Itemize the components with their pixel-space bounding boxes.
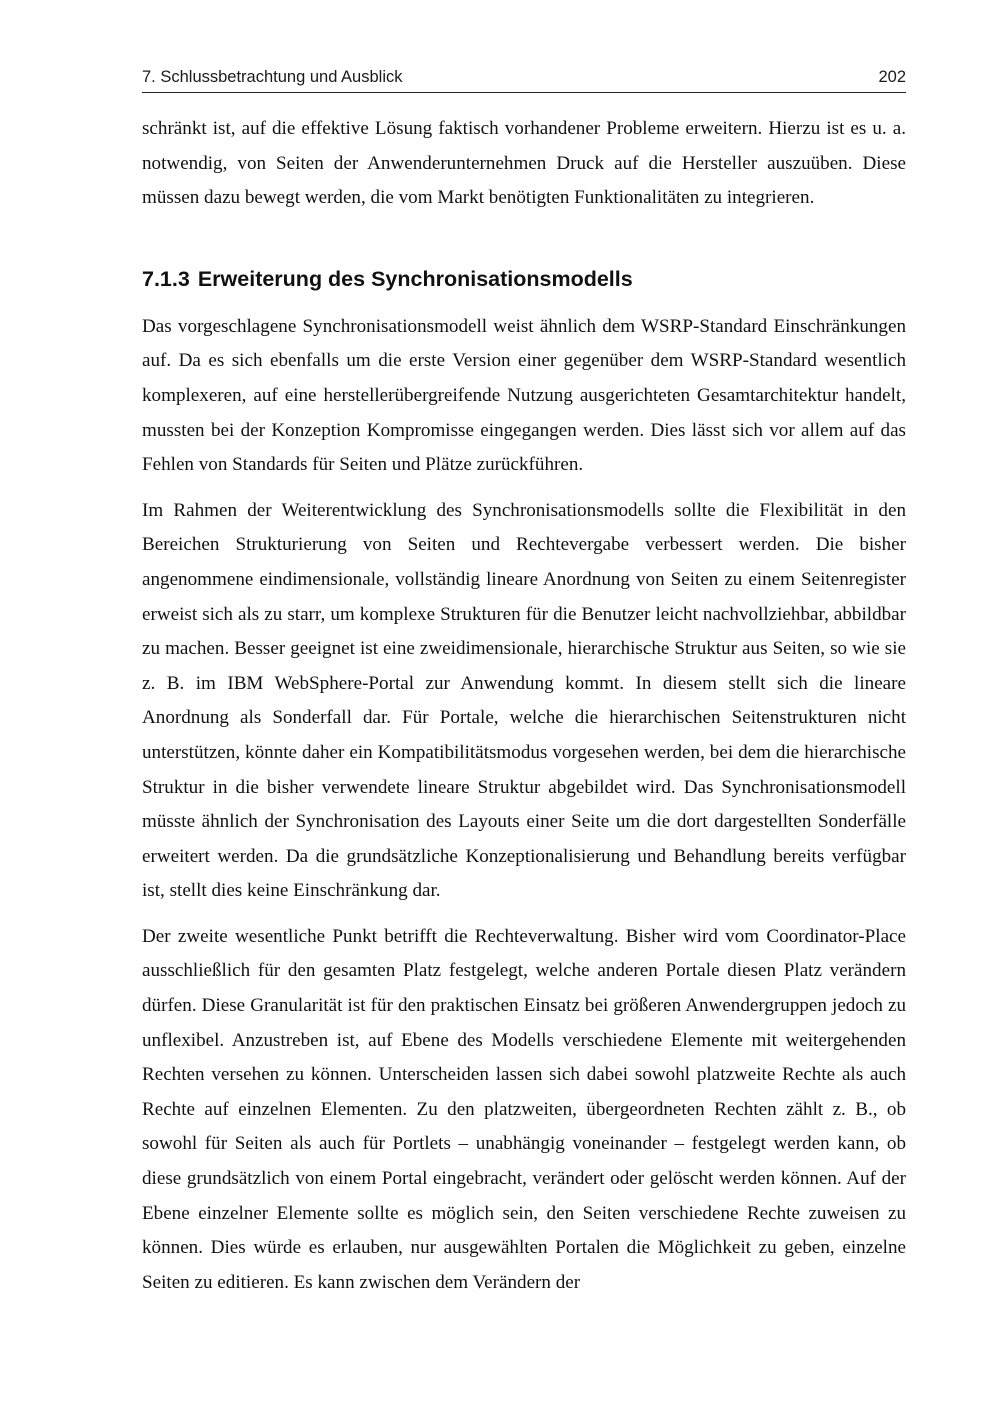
section-title: Erweiterung des Synchronisationsmodells — [197, 266, 633, 291]
chapter-title: 7. Schlussbetrachtung und Ausblick — [142, 68, 403, 86]
paragraph-page-structure: Im Rahmen der Weiterentwicklung des Synchronisationsmodells sollte die Flexibilität in den Bereichen Strukturierung von Seiten und Rechtevergabe verbessert werden. Die bisher angenommene eindimensionale, vollständig lineare Anordnung von Seiten zu einem Seitenregister erweist sich als zu starr, um komplexe Strukturen für die Benutzer leicht nachvollziehbar, abbildbar zu machen. Besser geeignet ist eine zweidimensionale, hierarchische Struktur aus Seiten, so wie sie z. B. im IBM WebSphere-Portal zur Anwendung kommt. In diesem stellt sich die lineare Anordnung als Sonderfall dar. Für Portale, welche die hierarchischen Seitenstrukturen nicht unterstützen, könnte daher ein Kompatibilitätsmodus vorgesehen werden, bei dem die hierarchische Struktur in die bisher verwendete lineare Struktur abgebildet wird. Das Synchronisationsmodell müsste ähnlich der Synchronisation des Layouts einer Seite um die dort dargestellten Sonderfälle erweitert werden. Da die grundsätzliche Konzeptionalisierung und Behandlung bereits verfügbar ist, stellt dies keine Einschränkung dar. — [142, 499, 906, 902]
running-header — [142, 66, 906, 93]
page-number: 202 — [878, 68, 906, 86]
section-heading — [142, 265, 906, 293]
intro-paragraph: schränkt ist, auf die effektive Lösung faktisch vorhandener Probleme erweitern. Hierzu ist es u. a. notwendig, von Seiten der Anwenderunternehmen Druck auf die Hersteller auszuüben. Diese müssen dazu bewegt werden, die vom Markt benötigten Funktionalitäten zu integrieren. — [142, 118, 906, 209]
paragraph-limitations: Das vorgeschlagene Synchronisationsmodell weist ähnlich dem WSRP-Standard Einschränkungen auf. Da es sich ebenfalls um die erste Version einer gegenüber dem WSRP-Standard wesentlich komplexeren, auf eine herstellerübergreifende Nutzung ausgerichteten Gesamtarchitektur handelt, mussten bei der Konzeption Kompromisse eingegangen werden. Dies lässt sich vor allem auf das Fehlen von Standards für Seiten und Plätze zurückführen. — [142, 315, 906, 476]
body-text — [142, 112, 906, 1300]
paragraph-rights-management: Der zweite wesentliche Punkt betrifft die Rechteverwaltung. Bisher wird vom Coordinator-Place ausschließlich für den gesamten Platz festgelegt, welche anderen Portale diesen Platz verändern dürfen. Diese Granularität ist für den praktischen Einsatz bei größeren Anwendergruppen jedoch zu unflexibel. Anzustreben ist, auf Ebene des Modells verschiedene Elemente mit weitergehenden Rechten versehen zu können. Unterscheiden lassen sich dabei sowohl platzweite Rechte als auch Rechte auf einzelnen Elementen. Zu den platzweiten, übergeordneten Rechten zählt z. B., ob sowohl für Seiten als auch für Portlets – unabhängig voneinander – festgelegt werden kann, ob diese grundsätzlich von einem Portal eingebracht, verändert oder gelöscht werden können. Auf der Ebene einzelner Elemente sollte es möglich sein, den Seiten verschiedene Rechte zuweisen zu können. Dies würde es erlauben, nur ausgewählten Portalen die Möglichkeit zu geben, einzelne Seiten zu editieren. Es kann zwischen dem Verändern der — [142, 925, 906, 1293]
section-number: 7.1.3 — [142, 266, 190, 291]
